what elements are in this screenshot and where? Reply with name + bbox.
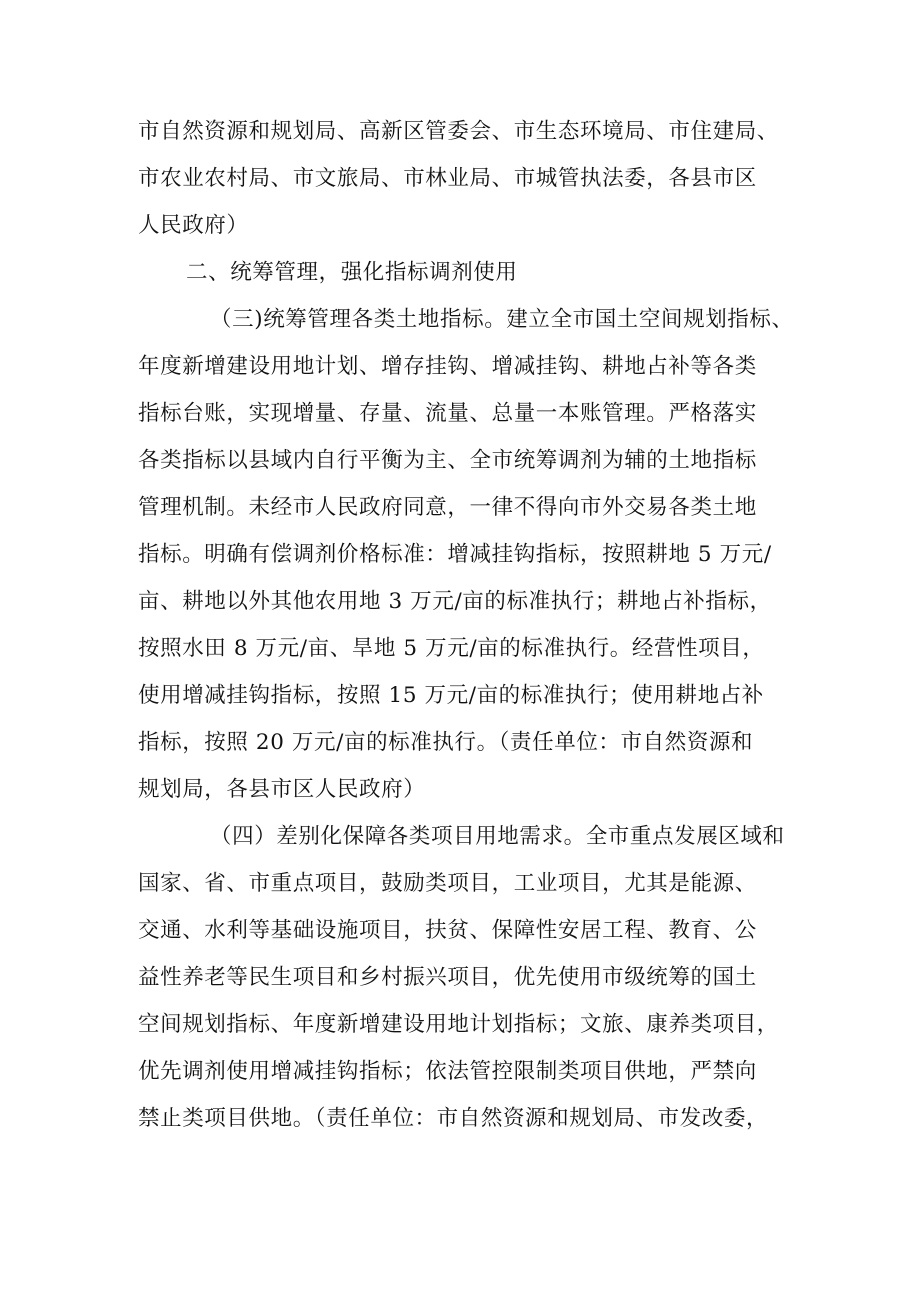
text-line: 指标。明确有偿调剂价格标准：增减挂钩指标，按照耕地 5 万元/ xyxy=(138,542,772,567)
document-body xyxy=(138,108,798,1142)
paragraph-start-line: （四）差别化保障各类项目用地需求。全市重点发展区域和 xyxy=(210,824,785,849)
text-line: 市农业农村局、市文旅局、市林业局、市城管执法委，各县市区 xyxy=(138,166,757,191)
text-line: 管理机制。未经市人民政府同意，一律不得向市外交易各类土地 xyxy=(138,495,757,520)
text-line: 指标台账，实现增量、存量、流量、总量一本账管理。严格落实 xyxy=(138,401,757,426)
text-line: 年度新增建设用地计划、增存挂钩、增减挂钩、耕地占补等各类 xyxy=(138,354,757,379)
text-line: 空间规划指标、年度新增建设用地计划指标；文旅、康养类项目， xyxy=(138,1012,779,1037)
text-line: 交通、水利等基础设施项目，扶贫、保障性安居工程、教育、公 xyxy=(138,918,757,943)
text-line: 禁止类项目供地。（责任单位：市自然资源和规划局、市发改委， xyxy=(138,1106,769,1131)
text-line: 指标，按照 20 万元/亩的标准执行。（责任单位：市自然资源和 xyxy=(138,730,754,755)
paragraph-start-line: （三)统筹管理各类土地指标。建立全市国土空间规划指标、 xyxy=(210,307,794,332)
text-line: 规划局，各县市区人民政府） xyxy=(138,777,426,802)
text-line: 使用增减挂钩指标，按照 15 万元/亩的标准执行；使用耕地占补 xyxy=(138,683,764,708)
section-heading: 二、统筹管理，强化指标调剂使用 xyxy=(186,260,518,285)
text-line: 益性养老等民生项目和乡村振兴项目，优先使用市级统筹的国土 xyxy=(138,965,757,990)
text-line: 优先调剂使用增减挂钩指标；依法管控限制类项目供地，严禁向 xyxy=(138,1059,757,1084)
text-line: 国家、省、市重点项目，鼓励类项目，工业项目，尤其是能源、 xyxy=(138,871,757,896)
text-line: 人民政府） xyxy=(138,213,249,238)
text-line: 按照水田 8 万元/亩、旱地 5 万元/亩的标准执行。经营性项目， xyxy=(138,636,765,661)
text-line: 亩、耕地以外其他农用地 3 万元/亩的标准执行；耕地占补指标， xyxy=(138,589,772,614)
text-line: 市自然资源和规划局、高新区管委会、市生态环境局、市住建局、 xyxy=(138,119,779,144)
text-line: 各类指标以县域内自行平衡为主、全市统筹调剂为辅的土地指标 xyxy=(138,448,757,473)
